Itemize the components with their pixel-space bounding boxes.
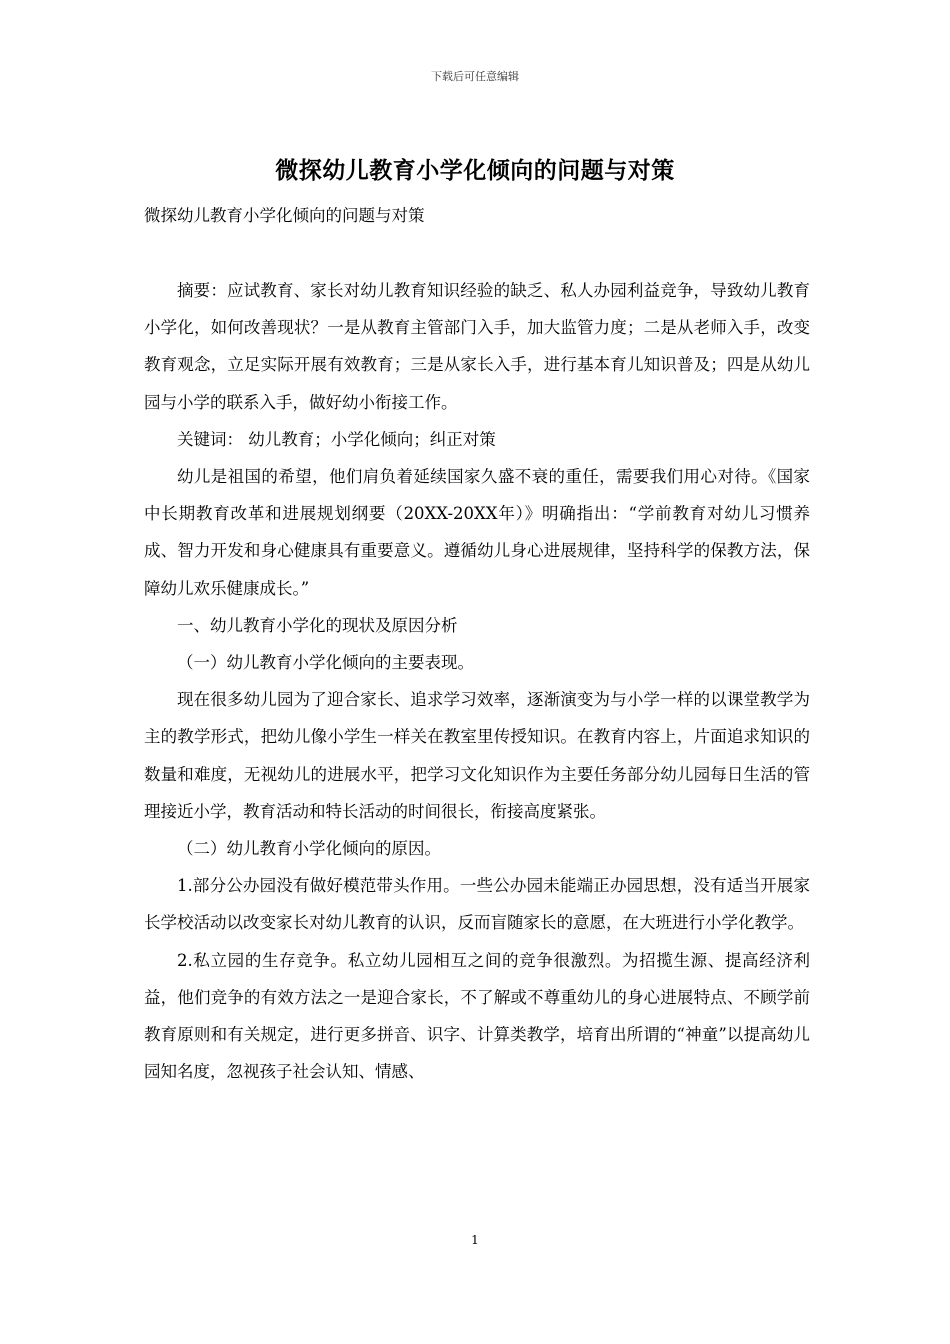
body-paragraph: 2.私立园的生存竞争。私立幼儿园相互之间的竞争很激烈。为招揽生源、提高经济利益，他们竞争的有效方法之一是迎合家长，不了解或不尊重幼儿的身心进展特点、不顾学前教育原则和有关规定，进行更多拼音、识字、计算类教学，培育出所谓的“神童”以提高幼儿园知名度，忽视孩子社会认知、情感、 — [144, 950, 810, 1082]
subsection-heading: （一）幼儿教育小学化倾向的主要表现。 — [177, 653, 474, 673]
document-title: 微探幼儿教育小学化倾向的问题与对策 — [275, 157, 675, 184]
body-text — [144, 272, 810, 1090]
intro-paragraph: 幼儿是祖国的希望，他们肩负着延续国家久盛不衰的重任，需要我们用心对待。《国家中长期教育改革和进展规划纲要（20XX-20XX年）》明确指出：“学前教育对幼儿习惯养成、智力开发和身心健康具有重要意义。遵循幼儿身心进展规律，坚持科学的保教方法，保障幼儿欢乐健康成长。” — [144, 467, 810, 598]
header-note: 下载后可任意编辑 — [431, 70, 519, 83]
body-paragraph: 现在很多幼儿园为了迎合家长、追求学习效率，逐渐演变为与小学一样的以课堂教学为主的教学形式，把幼儿像小学生一样关在教室里传授知识。在教育内容上，片面追求知识的数量和难度，无视幼儿的进展水平，把学习文化知识作为主要任务部分幼儿园每日生活的管理接近小学，教育活动和特长活动的时间很长，衔接高度紧张。 — [144, 690, 810, 821]
abstract-paragraph: 摘要：应试教育、家长对幼儿教育知识经验的缺乏、私人办园利益竞争，导致幼儿教育小学化，如何改善现状？一是从教育主管部门入手，加大监管力度；二是从老师入手，改变教育观念，立足实际开展有效教育；三是从家长入手，进行基本育儿知识普及；四是从幼儿园与小学的联系入手，做好幼小衔接工作。 — [144, 281, 810, 412]
body-paragraph: 1.部分公办园没有做好模范带头作用。一些公办园未能端正办园思想，没有适当开展家长学校活动以改变家长对幼儿教育的认识，反而盲随家长的意愿，在大班进行小学化教学。 — [144, 876, 810, 933]
page-number: 1 — [471, 1233, 479, 1247]
section-heading: 一、幼儿教育小学化的现状及原因分析 — [177, 615, 458, 635]
keywords-paragraph: 关键词： 幼儿教育；小学化倾向；纠正对策 — [177, 429, 496, 449]
document-subtitle: 微探幼儿教育小学化倾向的问题与对策 — [144, 206, 425, 225]
subsection-heading: （二）幼儿教育小学化倾向的原因。 — [177, 839, 441, 859]
